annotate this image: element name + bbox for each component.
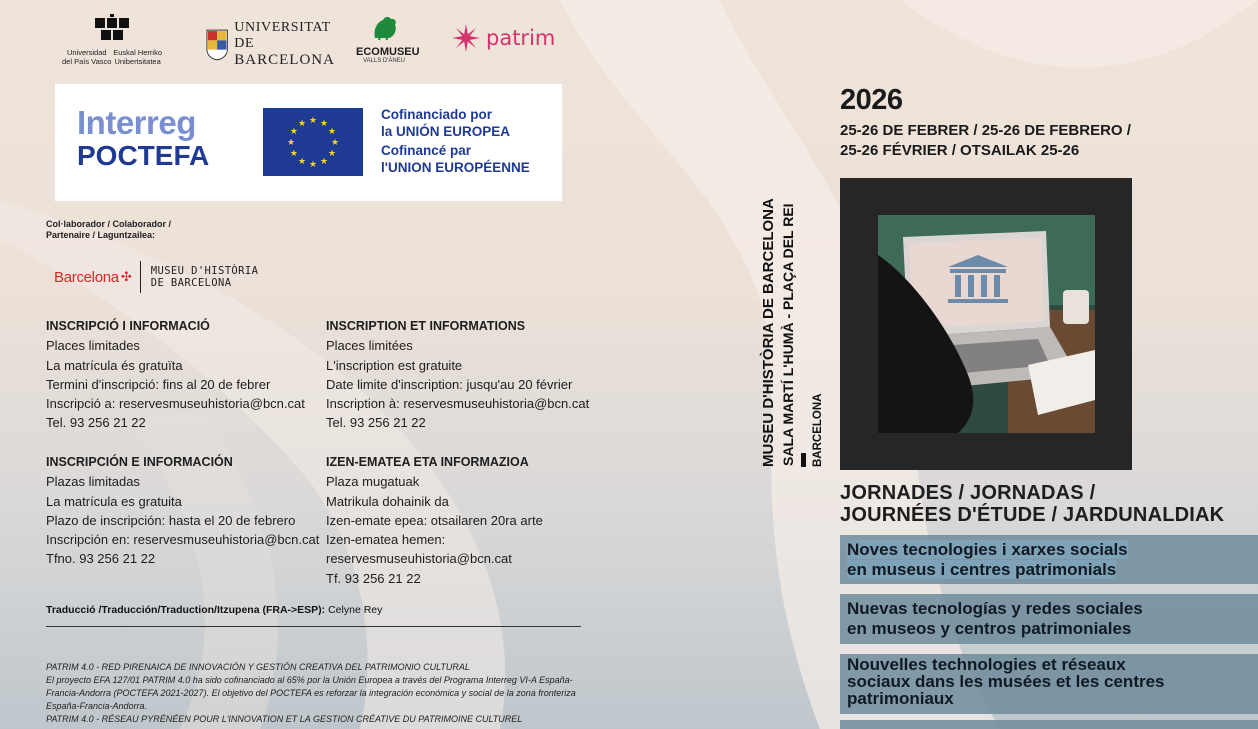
logo-ub bbox=[206, 20, 346, 69]
event-type-line2: JOURNÉES D'ÉTUDE / JARDUNALDIAK bbox=[840, 504, 1225, 526]
info-cat-title: INSCRIPCIÓ I INFORMACIÓ bbox=[46, 319, 210, 333]
info-cat-line: La matrícula és gratuïta bbox=[46, 357, 183, 373]
title-fr-line2: sociaux dans les musées et les centres bbox=[847, 672, 1165, 691]
ecomuseu-sub: VALLS D'ÀNEU bbox=[362, 58, 406, 64]
venue-city: BARCELONA bbox=[812, 393, 824, 467]
info-cat-email: Inscripció a: reservesmuseuhistoria@bcn.cat bbox=[46, 396, 305, 412]
eu-star-icon: ★ bbox=[289, 126, 298, 136]
event-dates-line1: 25-26 DE FEBRER / 25-26 DE FEBRERO / bbox=[840, 122, 1131, 139]
info-eu-line: Izen-ematea hemen: bbox=[326, 532, 446, 548]
info-es-line: La matrícula es gratuita bbox=[46, 493, 182, 509]
info-fr-line: Places limitées bbox=[326, 338, 413, 354]
museum-logo-line1: MUSEU D'HISTÒRIA bbox=[150, 265, 259, 277]
info-eu bbox=[326, 453, 543, 588]
info-fr-line: L'inscription est gratuite bbox=[326, 357, 463, 373]
logo-patrim bbox=[450, 22, 560, 54]
title-es-line2: en museos y centros patrimoniales bbox=[847, 619, 1132, 638]
footer-line-2: El proyecto EFA 127/01 PATRIM 4.0 ha sido cofinanciado al 65% por la Unión Europea a través del Programa Interreg VI-A España-Francia-Andorra (POCTEFA 2021-2027). El objetivo del POCTEFA es reforzar la integración económica y social de la zona fronteriza España-Francia-Andorra. bbox=[46, 675, 576, 711]
event-dates bbox=[840, 121, 1131, 161]
barcelona-logo-text: Barcelona bbox=[54, 268, 119, 286]
venue-dash bbox=[801, 453, 806, 467]
cofin-line-4: l'UNION EUROPÉENNE bbox=[381, 160, 530, 175]
info-cat-phone: Tel. 93 256 21 22 bbox=[46, 415, 146, 431]
logo-ehu bbox=[62, 14, 162, 66]
eu-star-icon: ★ bbox=[319, 117, 329, 128]
title-band-eu bbox=[840, 720, 1258, 729]
title-fr bbox=[847, 656, 1165, 707]
footer-line-1: PATRIM 4.0 - RED PIRENAICA DE INNOVACIÓN Y GESTIÓN CREATIVA DEL PATRIMONIO CULTURAL bbox=[46, 662, 470, 672]
patrim-star-icon bbox=[450, 22, 482, 54]
info-es bbox=[46, 453, 319, 569]
info-cat-line: Termini d'inscripció: fins al 20 de febrer bbox=[46, 376, 271, 392]
eu-star-icon: ★ bbox=[328, 148, 337, 158]
eu-star-icon: ★ bbox=[308, 159, 318, 169]
info-fr-title: INSCRIPTION ET INFORMATIONS bbox=[326, 319, 526, 333]
poctefa-title: POCTEFA bbox=[77, 140, 210, 171]
divider-line bbox=[46, 626, 581, 627]
patrim-name: patrim bbox=[486, 26, 556, 50]
info-eu-email: reservesmuseuhistoria@bcn.cat bbox=[326, 551, 512, 567]
eu-star-icon: ★ bbox=[297, 117, 307, 128]
interreg-title: Interreg bbox=[77, 104, 196, 141]
laptop-photo-illustration bbox=[878, 215, 1095, 433]
barcelona-crest-icon: ✣ bbox=[120, 269, 132, 284]
info-fr bbox=[326, 317, 589, 433]
event-year: 2026 bbox=[840, 84, 903, 116]
collaborator-label-line1: Col·laborador / Colaborador / bbox=[46, 219, 172, 229]
info-es-line: Plazas limitadas bbox=[46, 474, 140, 490]
eu-flag-icon bbox=[263, 108, 363, 176]
eu-star-icon: ★ bbox=[328, 126, 337, 136]
ehu-left-text: Universidad del País Vasco bbox=[62, 48, 112, 66]
translation-label: Traducció /Traducción/Traduction/Itzupena (FRA->ESP): bbox=[46, 604, 326, 616]
title-cat bbox=[847, 540, 1128, 580]
ub-shield-icon bbox=[206, 28, 228, 62]
title-cat-line1: Noves tecnologies i xarxes socials bbox=[847, 540, 1128, 559]
eu-star-icon: ★ bbox=[308, 115, 318, 125]
eu-star-icon: ★ bbox=[319, 156, 329, 167]
ub-line1: UNIVERSITAT DE bbox=[234, 20, 331, 51]
ehu-right-text: Euskal Herriko Unibertsitatea bbox=[113, 48, 162, 66]
info-fr-phone: Tel. 93 256 21 22 bbox=[326, 415, 426, 431]
museum-logo-line2: DE BARCELONA bbox=[150, 277, 232, 289]
event-type bbox=[840, 482, 1224, 526]
info-es-email: Inscripción en: reservesmuseuhistoria@bcn.cat bbox=[46, 532, 320, 548]
eu-star-icon: ★ bbox=[330, 137, 340, 147]
translation-name: Celyne Rey bbox=[328, 604, 383, 616]
info-es-title: INSCRIPCIÓN E INFORMACIÓN bbox=[46, 455, 233, 469]
interreg-banner bbox=[55, 84, 562, 201]
collaborator-label-line2: Partenaire / Laguntzailea: bbox=[46, 230, 156, 240]
ub-line2: BARCELONA bbox=[234, 52, 335, 68]
collaborator-label bbox=[46, 219, 171, 241]
cofin-line-1: Cofinanciado por bbox=[381, 107, 492, 122]
title-es bbox=[847, 599, 1143, 639]
info-eu-title: IZEN-EMATEA ETA INFORMAZIOA bbox=[326, 455, 529, 469]
info-eu-line: Matrikula dohainik da bbox=[326, 493, 449, 509]
footer-line-3: PATRIM 4.0 - RÉSEAU PYRÉNÉEN POUR L'INNOVATION ET LA GESTION CRÉATIVE DU PATRIMOINE CULTUREL bbox=[46, 714, 523, 724]
title-cat-line2: en museus i centres patrimonials bbox=[847, 560, 1117, 579]
info-eu-phone: Tf. 93 256 21 22 bbox=[326, 570, 421, 586]
cofin-line-3: Cofinancé par bbox=[381, 143, 472, 158]
title-es-line1: Nuevas tecnologías y redes sociales bbox=[847, 599, 1143, 618]
logo-barcelona-museum bbox=[54, 257, 258, 297]
info-es-phone: Tfno. 93 256 21 22 bbox=[46, 551, 156, 567]
info-cat bbox=[46, 317, 305, 433]
venue-line1: MUSEU D'HISTÒRIA DE BARCELONA bbox=[760, 198, 777, 467]
logo-ecomuseu bbox=[356, 14, 420, 64]
info-eu-line: Izen-emate epea: otsailaren 20ra arte bbox=[326, 512, 543, 528]
cofin-line-2: la UNIÓN EUROPEA bbox=[381, 124, 511, 139]
info-es-line: Plazo de inscripción: hasta el 20 de febrero bbox=[46, 512, 296, 528]
info-fr-email: Inscription à: reservesmuseuhistoria@bcn.cat bbox=[326, 396, 590, 412]
title-fr-line3: patrimoniaux bbox=[847, 689, 954, 708]
info-fr-line: Date limite d'inscription: jusqu'au 20 février bbox=[326, 376, 573, 392]
eu-star-icon: ★ bbox=[286, 137, 296, 147]
eu-star-icon: ★ bbox=[289, 148, 298, 158]
event-photo bbox=[840, 178, 1132, 470]
info-cat-line: Places limitades bbox=[46, 338, 140, 354]
event-dates-line2: 25-26 FÉVRIER / OTSAILAK 25-26 bbox=[840, 142, 1080, 159]
venue-line2: SALA MARTÍ L'HUMÀ - PLAÇA DEL REI bbox=[780, 203, 796, 466]
footer-text bbox=[46, 661, 586, 726]
logo-divider bbox=[140, 261, 141, 293]
ehu-emblem-icon bbox=[93, 14, 131, 44]
info-eu-line: Plaza mugatuak bbox=[326, 474, 420, 490]
translation-credit bbox=[46, 604, 382, 616]
rooster-icon bbox=[369, 14, 399, 42]
eu-star-icon: ★ bbox=[297, 156, 307, 167]
title-fr-line1: Nouvelles technologies et réseaux bbox=[847, 655, 1126, 674]
event-type-line1: JORNADES / JORNADAS / bbox=[840, 482, 1096, 504]
ecomuseu-name: ECOMUSEU bbox=[356, 46, 420, 58]
